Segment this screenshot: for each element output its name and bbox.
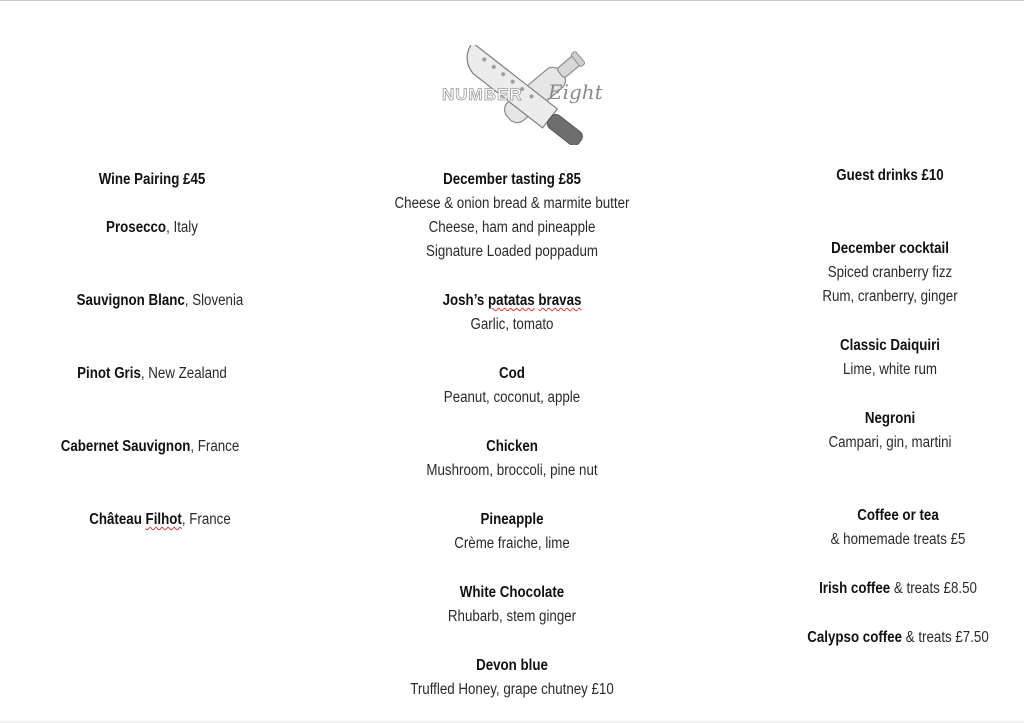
cocktail-name: Negroni	[864, 410, 916, 427]
course-description: Garlic, tomato	[470, 316, 554, 333]
course-name: Cod	[499, 365, 525, 382]
tasting-intro-line: Cheese & onion bread & marmite butter	[394, 195, 630, 212]
calypso-coffee-line	[795, 628, 1001, 648]
irish-coffee-name: Irish coffee	[819, 580, 891, 597]
spellcheck-flagged-word: bravas	[538, 292, 582, 309]
course-name: Pineapple	[480, 511, 544, 528]
course-description: Mushroom, broccoli, pine nut	[426, 462, 598, 479]
coffee-description: & homemade treats £5	[830, 531, 966, 548]
wine-item	[56, 364, 249, 384]
course-description: Rhubarb, stem ginger	[447, 608, 577, 625]
course-name	[383, 291, 641, 311]
course-description: Crème fraiche, lime	[454, 535, 570, 552]
cocktail-description: Lime, white rum	[842, 361, 938, 378]
wine-origin: , France	[181, 511, 231, 528]
course-name: Chicken	[486, 438, 538, 455]
wine-origin: , France	[190, 438, 240, 455]
top-border	[0, 0, 1024, 1]
wine-name: Pinot Gris	[77, 365, 141, 382]
guest-drinks-title: Guest drinks £10	[836, 167, 944, 184]
wine-name: Cabernet Sauvignon	[60, 438, 191, 455]
wine-name: Château	[89, 511, 146, 528]
course-name: White Chocolate	[459, 584, 565, 601]
wine-origin: , New Zealand	[140, 365, 227, 382]
irish-coffee-line	[795, 579, 1001, 599]
irish-coffee-price: & treats £8.50	[890, 580, 977, 597]
logo-script: Eight	[548, 80, 603, 104]
cocktail-description: Campari, gin, martini	[828, 434, 952, 451]
cocktail-description: Spiced cranberry fizz	[827, 264, 953, 281]
cocktail-name: Classic Daiquiri	[839, 337, 941, 354]
cocktail-name: December cocktail	[831, 240, 949, 257]
spellcheck-flagged-word: patatas	[488, 292, 535, 309]
course-name: Devon blue	[476, 657, 548, 674]
tasting-title: December tasting £85	[443, 171, 581, 188]
course-name-part: Josh’s	[442, 292, 489, 309]
wine-name: Prosecco	[106, 219, 167, 236]
wine-origin: , Slovenia	[184, 292, 244, 309]
tasting-intro-line: Cheese, ham and pineapple	[428, 219, 596, 236]
coffee-name: Coffee or tea	[857, 507, 939, 524]
course-description: Truffled Honey, grape chutney £10	[410, 681, 614, 698]
restaurant-logo	[440, 45, 603, 145]
tasting-intro-line: Signature Loaded poppadum	[426, 243, 598, 260]
wine-item	[66, 218, 238, 238]
calypso-coffee-name: Calypso coffee	[807, 629, 903, 646]
logo-wordmark: NUMBER	[442, 85, 523, 104]
wine-pairing-title: Wine Pairing £45	[98, 171, 206, 188]
bottom-edge	[0, 719, 1024, 723]
wine-name: Sauvignon Blanc	[76, 292, 185, 309]
wine-item	[47, 437, 253, 457]
wine-origin: , Italy	[166, 219, 198, 236]
cocktail-description: Rum, cranberry, ginger	[822, 288, 958, 305]
course-description: Peanut, coconut, apple	[443, 389, 581, 406]
wine-item	[57, 291, 263, 311]
spellcheck-flagged-word: Filhot	[145, 511, 182, 528]
calypso-coffee-price: & treats £7.50	[902, 629, 989, 646]
wine-item	[74, 510, 246, 530]
